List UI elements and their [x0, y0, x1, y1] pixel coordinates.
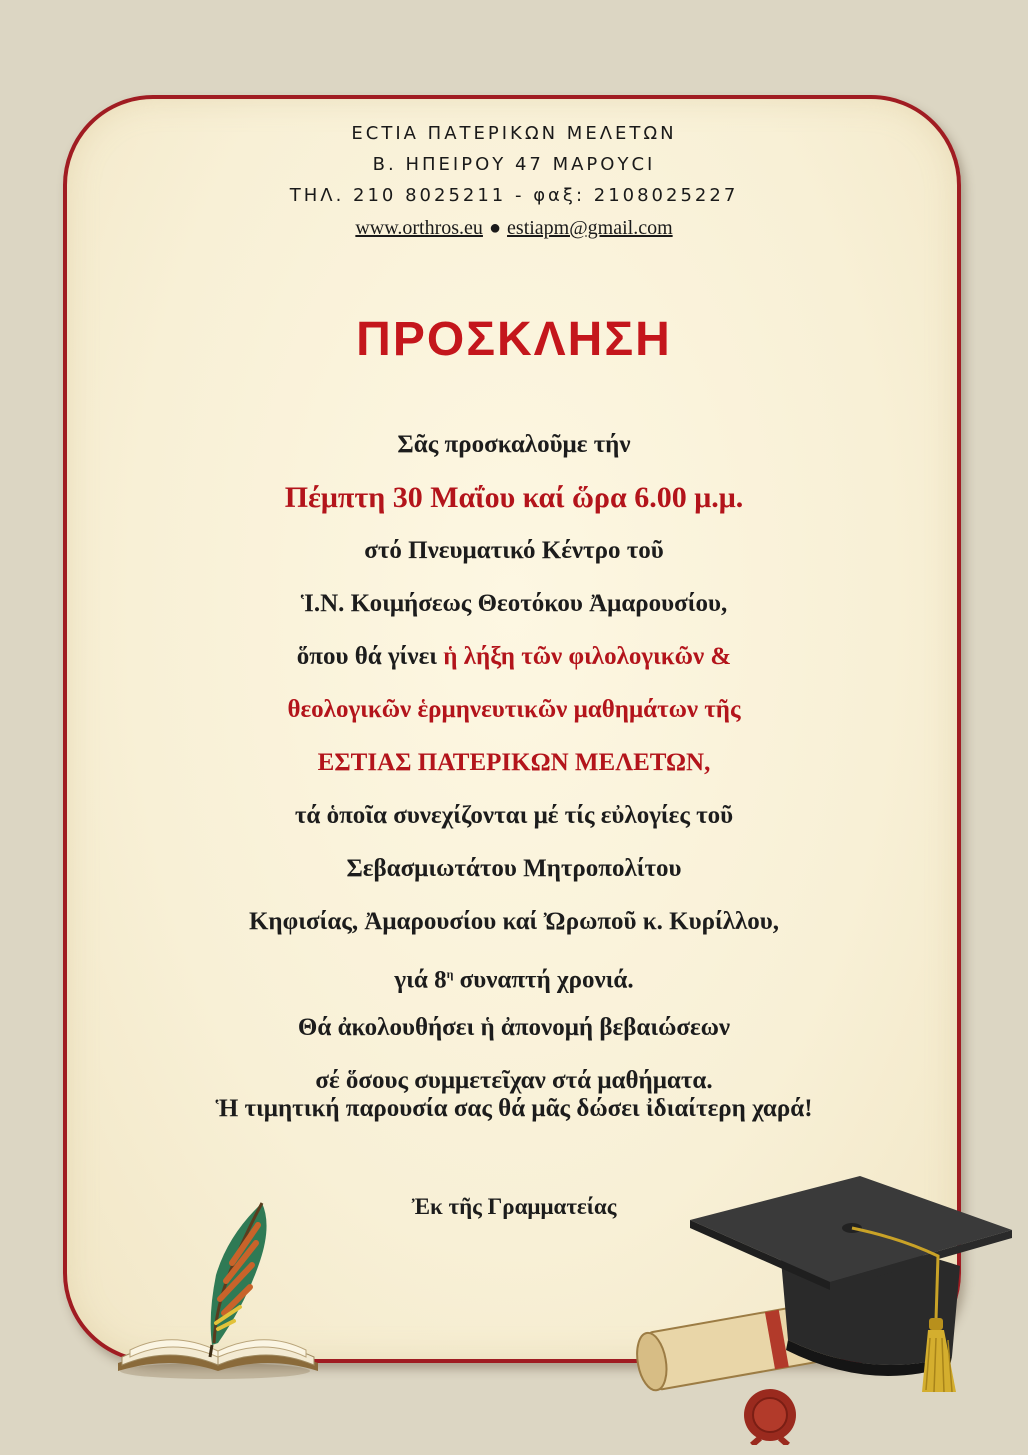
quill-book-icon	[100, 1195, 350, 1385]
body-line-11	[90, 948, 938, 1001]
body-line-5	[90, 630, 938, 683]
body-line-9: Σεβασμιωτάτου Μητροπολίτου	[346, 855, 682, 882]
body-line-1: Σᾶς προσκαλοῦμε τήν	[397, 431, 631, 458]
body-line-3: στό Πνευματικό Κέντρο τοῦ	[364, 537, 664, 564]
body-line-8: τά ὁποῖα συνεχίζονται μέ τίς εὐλογίες τοῦ	[294, 802, 734, 829]
event-datetime: Πέμπτη 30 Μαΐου καί ὥρα 6.00 μ.μ.	[284, 481, 744, 514]
contact-links	[0, 217, 1028, 240]
separator-dot: ●	[488, 217, 502, 239]
signature: Ἐκ τῆς Γραμματείας	[411, 1194, 617, 1219]
body-line-5-highlight: ἡ λήξη τῶν φιλολογικῶν &	[443, 643, 732, 670]
body-line-11-end: συναπτή χρονιά.	[453, 966, 634, 994]
body-line-10: Κηφισίας, Ἀμαρουσίου καί Ὠρωποῦ κ. Κυρίλλου,	[248, 908, 780, 935]
body-line-13: σέ ὅσους συμμετεῖχαν στά μαθήματα.	[315, 1067, 713, 1094]
email-link[interactable]: estiapm@gmail.com	[507, 217, 673, 239]
invitation-body	[90, 418, 938, 1107]
graduation-cap-diploma-icon	[620, 1170, 1012, 1445]
page-title: ΠΡΟΣΚΛΗΣΗ	[356, 313, 672, 366]
body-line-5-start: ὅπου θά γίνει	[296, 643, 444, 670]
body-line-7: ΕΣΤΙΑΣ ΠΑΤΕΡΙΚΩΝ ΜΕΛΕΤΩΝ,	[317, 749, 711, 776]
body-line-4: Ἱ.Ν. Κοιμήσεως Θεοτόκου Ἀμαρουσίου,	[300, 590, 728, 617]
organization-header	[0, 118, 1028, 240]
website-link[interactable]: www.orthros.eu	[355, 217, 483, 239]
body-line-11-start: γιά 8	[394, 966, 447, 994]
org-phone-fax: ΤΗΛ. 210 8025211 - φαξ: 2108025227	[289, 185, 739, 206]
org-name: ΕCΤΙΑ ΠΑΤΕΡΙΚΩΝ ΜΕΛΕΤΩΝ	[351, 123, 677, 144]
closing-line: Ἡ τιμητική παρουσία σας θά μᾶς δώσει ἰδιαίτερη χαρά!	[215, 1095, 813, 1122]
body-line-6: θεολογικῶν ἑρμηνευτικῶν μαθημάτων τῆς	[287, 696, 741, 723]
ordinal-superscript: η	[446, 967, 454, 981]
body-line-12: Θά ἀκολουθήσει ἡ ἀπονομή βεβαιώσεων	[297, 1014, 731, 1041]
org-address: Β. ΗΠΕΙΡΟΥ 47 ΜΑΡΟΥCΙ	[372, 154, 656, 175]
